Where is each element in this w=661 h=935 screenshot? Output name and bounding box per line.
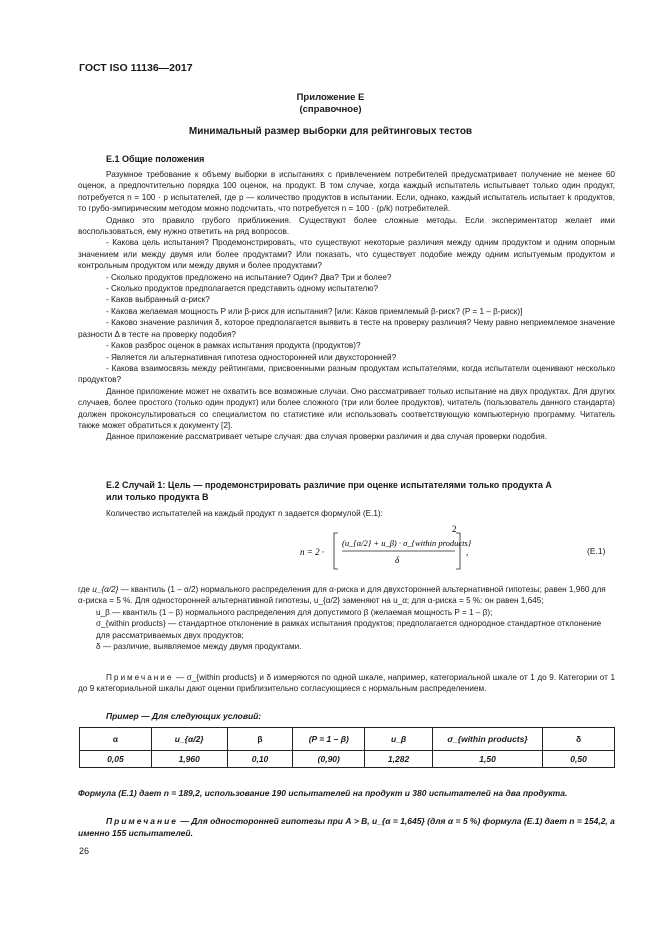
table-header-cell: (P = 1 – β) [293,728,365,751]
note-1 [78,672,615,695]
note2-text: — Для односторонней гипотезы при А > В, u_{α = 1,645} (для α = 5 %) формула (Е.1) дает n = 154,2, а именно 155 испытателей. [78,816,615,838]
table-header-cell: δ [543,728,615,751]
table-cell: 1,50 [432,751,542,768]
question: - Сколько продуктов предполагается представить одному испытателю? [106,284,379,294]
table-header-cell: σ_{within products} [432,728,542,751]
definition-2: u_β — квантиль (1 – β) нормального распределения для допустимого β (желаемая мощность P = 1 – β); [96,607,493,617]
paragraph: Данное приложение может не охватить все возможные случаи. Оно рассматривает только испытание на двух продуктах. Для других случаев, более простого (только один продукт) или более сложного (три или более продуктов), читатель (пользователь данного стандарта) должен проконсультироваться со специалистом по статистике или использовать соответствующую компьютерную программу. Читатель также может обратиться к документу [2]. [78,386,615,430]
table-cell: 0,05 [80,751,152,768]
table-cell: 0,50 [543,751,615,768]
note1-label: Примечание [106,673,174,682]
note2-label: Примечание [106,816,179,826]
appendix-subtitle: (справочное) [299,104,362,115]
paragraph: Однако это правило грубого приближения. Существуют более сложные методы. Если экспериментатор желает ими воспользоваться, ему нужно ответить на ряд вопросов. [78,215,615,237]
paragraph: Количество испытателей на каждый продукт n задается формулой (Е.1): [106,509,383,518]
question: - Какова желаемая мощность P или β-риск для испытания? [или: Каков приемлемый β-риск? (P = 1 – β-риск)] [106,306,523,316]
example-table [79,727,615,768]
section2-heading-line2: или только продукта В [106,491,209,502]
def1-symbol: u_{α/2} [92,585,119,594]
note1-text: — σ_{within products} и δ измеряются по одной шкале, например, категориальной шкале от 1 до 9. Категории от 1 до 9 категориальной шкалы дают оценки приблизительно согласующиеся с нормальным распределением. [78,673,615,694]
section1-body [78,169,615,443]
appendix-heading: Минимальный размер выборки для рейтинговых тестов [188,126,473,137]
note-2 [78,815,615,839]
formula-e1 [300,524,630,576]
table-row [80,751,615,768]
table-header-cell: α [80,728,152,751]
question: - Является ли альтернативная гипотеза односторонней или двухсторонней? [106,352,397,362]
question: - Какова цель испытания? Продемонстрировать, что существуют некоторые различия между одним продуктом и одним опорным значением или между двумя или более продуктами? Или показать, что существует подобие между одним испытуемым продуктом и контрольным продуктом или между двумя и более продуктами? [78,238,615,271]
table-header-cell: u_{α/2} [151,728,227,751]
definition-1 [78,584,615,607]
formula-denominator: δ [395,555,400,565]
table-header-cell: u_β [365,728,433,751]
paragraph: Разумное требование к объему выборки в испытаниях с привлечением потребителей предусматривает получение не менее 60 оценок, а предпочтительно порядка 100 оценок, на продукт. В том случае, когда каждый испытатель испытывает только один продукт, потребуется n = 100 · p испытателей, где p — количество продуктов в испытании. Если, однако, каждый испытатель испытает k продуктов, то грубо-эмпирическим методом можно подсчитать, что потребуется n = 100 · (p/k) потребителей. [78,170,615,214]
section2-heading [106,480,616,503]
left-bracket-icon [334,533,338,569]
page-number: 26 [79,846,90,856]
table-cell: 1,282 [365,751,433,768]
formula-graphic [300,524,630,576]
formula-comma: , [466,547,469,557]
def1-text: — квантиль (1 – α/2) нормального распределения для α-риска и для двухсторонней альтернативной гипотезы; равен 1,960 для α-риска = 5 %. Для односторонней альтернативной гипотезы, u_{α/2} заменяют на u_α; для α-риска = 5 %: он равен 1,645; [78,585,606,606]
where-label: где [78,585,90,594]
formula-exponent: 2 [452,524,457,534]
section2-heading-line1: Е.2 Случай 1: Цель — продемонстрировать различие при оценке испытателями только продукта А [106,480,552,490]
formula-number: (Е.1) [587,546,606,556]
question: - Каково значение различия δ, которое предполагается выявить в тесте на проверку различия? Чему равно неприемлемое значение разности Δ в тесте на проверку подобия? [78,318,615,339]
question: - Каков выбранный α-риск? [106,295,210,305]
table-header-row [80,728,615,751]
example-label: Пример — Для следующих условий: [106,711,262,721]
question: - Сколько продуктов предложено на испытание? Один? Два? Три и более? [106,272,392,282]
appendix-title: Приложение Е [296,92,365,103]
formula-numerator: (u_{α/2} + u_β) · σ_{within products} [342,538,472,548]
table-cell: 1,960 [151,751,227,768]
table-cell: 0,10 [227,751,293,768]
table-cell: (0,90) [293,751,365,768]
definition-3: σ_{within products} — стандартное отклонение в рамках испытания продуктов; предполагается однородное стандартное отклонение для рассматриваемых двух продуктов; [96,619,602,640]
paragraph: Данное приложение рассматривает четыре случая: два случая проверки различия и два случая проверки подобия. [106,432,547,442]
question: - Какова взаимосвязь между рейтингами, присвоенными разным продуктам испытателями, когда испытатели оценивают несколько продуктов? [78,363,615,385]
table-header-cell: β [227,728,293,751]
formula-definitions [78,584,615,652]
document-header: ГОСТ ISO 11136—2017 [79,62,193,74]
section2-intro [78,508,615,519]
formula-lhs: n = 2 · [300,547,325,557]
section1-heading: Е.1 Общие положения [106,154,205,164]
definition-4: δ — различие, выявляемое между двумя продуктами. [96,642,302,652]
example-result: Формула (Е.1) дает n = 189,2, использование 190 испытателей на продукт и 380 испытателей на два продукта. [78,788,568,798]
question: - Каков разброс оценок в рамках испытания продукта (продуктов)? [106,341,361,351]
